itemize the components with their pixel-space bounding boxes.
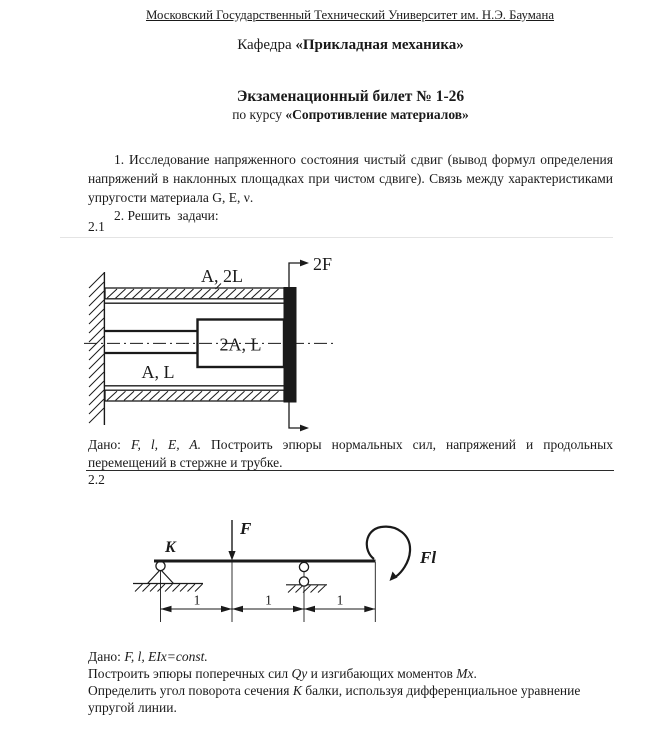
build-text-3: . [473,666,477,681]
tube-label: A, 2L [201,266,243,286]
force-top-arrowhead [300,260,309,267]
dim-arrowhead [304,606,315,613]
task-2-1-given [88,436,613,472]
point-K-label: K [165,539,176,556]
task-2-2-angle-line-2: упругой линии. [88,700,177,715]
dim-label-3: 1 [336,592,344,608]
task-2-2-text [88,648,613,716]
end-cap [284,287,297,403]
angle-text-2: балки, используя дифференциальное уравнение [301,683,581,698]
roller-ground-hatching [288,585,326,592]
thick-rod-label: 2A, L [219,334,262,355]
given-values: F, l, E, A. [130,437,201,452]
department-prefix: Кафедра [237,37,296,53]
task-2-1-given-line-2: перемещений в стержне и трубке. [88,455,283,471]
force-2F-label: 2F [313,254,333,274]
task-2-1-given-line-1 [88,436,613,454]
thin-rod-label: A, L [141,362,175,382]
dim-arrowhead [232,606,243,613]
roller-circle-top [299,562,308,571]
question-2-intro: 2. Решить задачи: [114,208,219,224]
question-1-line-2: напряжений в наклонных площадках при чистом сдвиге). Связь между характеристиками [88,170,613,186]
task-2-2-angle-line-1 [88,682,613,699]
course-prefix: по курсу [232,107,286,122]
course-name: «Сопротивление материалов» [285,107,469,122]
given-label: Дано: [88,649,125,664]
qy-symbol: Qy [291,666,308,681]
dim-label-1: 1 [193,592,201,608]
pin-ground-hatching [135,584,203,592]
dim-label-2: 1 [265,592,272,608]
task-2-2-given-line [88,648,613,665]
wall-hatching [89,273,104,423]
force-F-label: F [240,519,252,538]
moment-arrowhead [390,572,398,582]
force-bottom-line [289,403,301,429]
angle-text: Определить угол поворота сечения [88,683,293,698]
given-label: Дано: [88,437,131,452]
pin-support-circle [156,561,165,570]
task-2-2-build-line [88,665,613,682]
department-line [88,37,613,54]
force-bottom-arrowhead [300,425,309,432]
dim-arrowhead [161,606,172,613]
tube-top-hatching [107,289,279,298]
dim-arrowhead [364,606,375,613]
roller-circle-bottom [299,577,308,586]
k-symbol: K [292,683,302,698]
question-1-line-3: упругости материала G, E, ν. [88,189,254,205]
diagram-task-2-1 [0,245,666,440]
task-2-1-number: 2.1 [88,219,105,234]
section-divider [86,470,614,471]
moment-Fl-label: Fl [420,548,437,567]
course-line [88,107,613,123]
question-1 [88,151,613,226]
diagram-task-2-2 [0,497,666,642]
dim-arrowhead [221,606,232,613]
university-header [53,8,647,23]
university-header-text: Московский Государственный Технический Университет им. Н.Э. Баумана [145,8,555,22]
department-name: «Прикладная механика» [295,37,464,53]
dim-arrowhead [293,606,304,613]
mx-symbol: Mx [456,666,474,681]
force-F-arrowhead [228,551,235,561]
build-text-2: и изгибающих моментов [307,666,457,681]
moment-arc [367,527,410,577]
tube-bottom-hatching [107,391,279,400]
question-1-line-1: 1. Исследование напряженного состояния чистый сдвиг (вывод формул определения [114,152,613,167]
force-top-line [289,263,301,287]
row-border-faint [60,237,613,238]
given-values: F, l, EIx=const. [124,649,208,664]
given-rest: Построить эпюры нормальных сил, напряжений и продольных [200,437,613,452]
build-text: Построить эпюры поперечных сил [88,666,292,681]
ticket-title: Экзаменационный билет № 1-26 [236,88,465,105]
task-2-2-number: 2.2 [88,472,105,487]
